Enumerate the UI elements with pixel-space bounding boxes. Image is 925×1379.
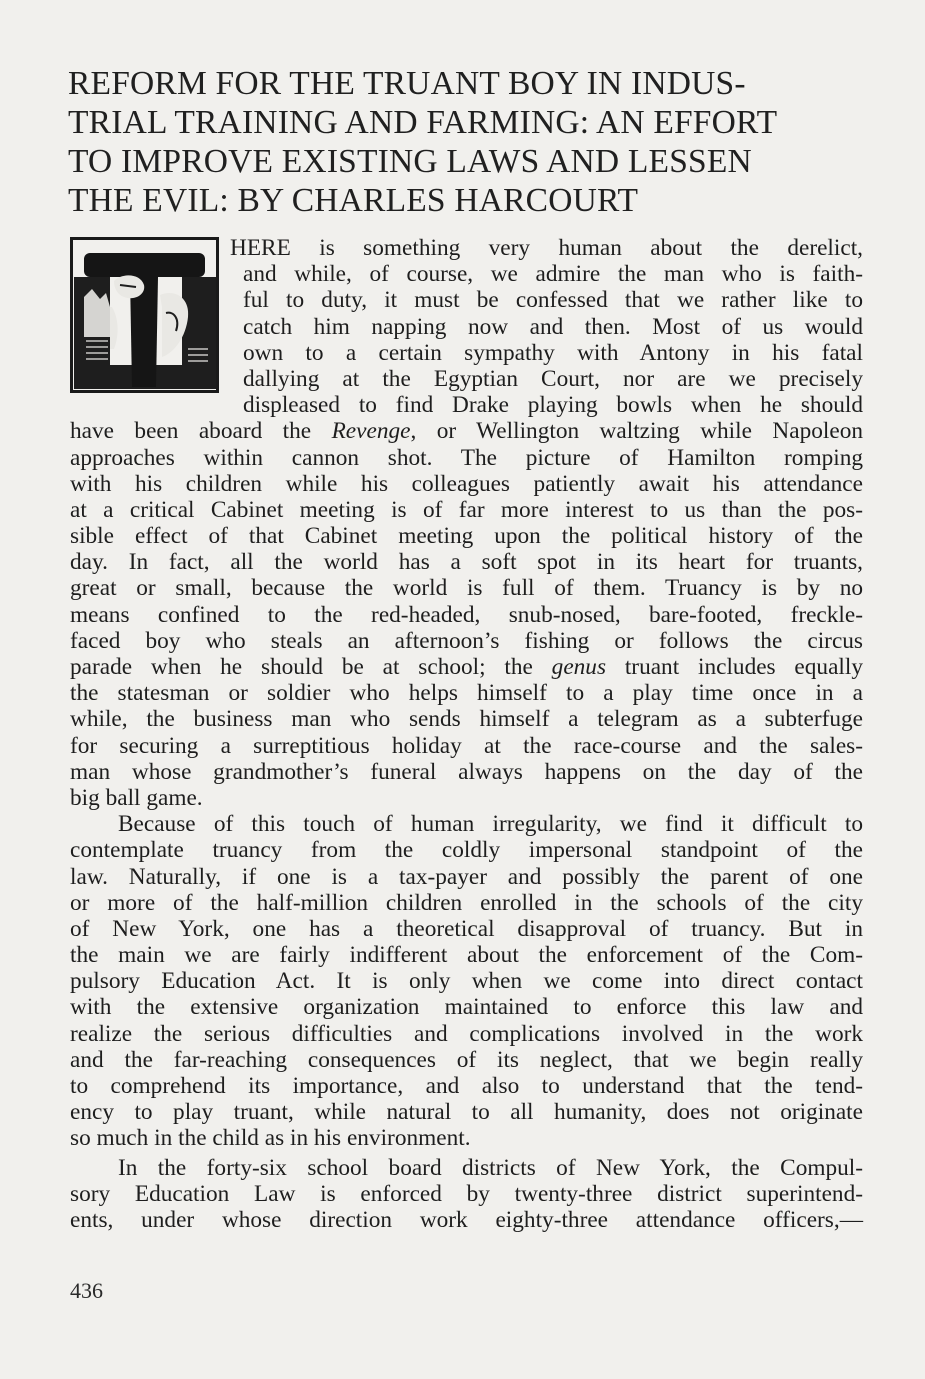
- ship-name-italic: Revenge: [331, 418, 411, 445]
- article-body: [70, 235, 863, 1233]
- title-line: TRIAL TRAINING AND FARMING: AN EFFORT: [68, 104, 778, 141]
- text-line: law. Naturally, if one is a tax-payer and possibly the parent of one: [70, 863, 863, 890]
- text-line: sible effect of that Cabinet meeting upon the political history of the: [70, 523, 863, 550]
- text-line: of New York, one has a theoretical disapproval of truancy. But in: [70, 915, 863, 942]
- text-line: sory Education Law is enforced by twenty-three district superintend-: [70, 1180, 863, 1207]
- text-line: realize the serious difficulties and complications involved in the work: [70, 1020, 863, 1047]
- title-line: REFORM FOR THE TRUANT BOY IN INDUS-: [68, 65, 746, 102]
- title-line: TO IMPROVE EXISTING LAWS AND LESSEN: [68, 143, 752, 180]
- text-line: [70, 654, 863, 680]
- text-line: so much in the child as in his environment.: [70, 1125, 471, 1152]
- text-run: , or Wellington waltzing while Napoleon: [410, 418, 863, 445]
- text-line: for securing a surreptitious holiday at the race-course and the sales-: [70, 732, 863, 759]
- text-line: displeased to find Drake playing bowls when he should: [243, 392, 863, 419]
- text-line: man whose grandmother’s funeral always happens on the day of the: [70, 758, 863, 785]
- text-line: own to a certain sympathy with Antony in his fatal: [243, 339, 863, 366]
- text-line: Because of this touch of human irregularity, we find it difficult to: [118, 811, 863, 838]
- text-line: ency to play truant, while natural to all humanity, does not originate: [70, 1099, 863, 1126]
- text-line: great or small, because the world is full of them. Truancy is by no: [70, 575, 863, 602]
- text-line: dallying at the Egyptian Court, nor are we precisely: [243, 365, 863, 392]
- text-line: with his children while his colleagues patiently await his attendance: [70, 470, 863, 497]
- text-line: or more of the half-million children enrolled in the schools of the city: [70, 889, 863, 916]
- page-number: 436: [70, 1278, 103, 1303]
- text-line: [70, 418, 863, 444]
- text-line: and while, of course, we admire the man who is faith-: [243, 261, 863, 288]
- text-line: approaches within cannon shot. The picture of Hamilton romping: [70, 444, 863, 471]
- text-line: contemplate truancy from the coldly impersonal standpoint of the: [70, 837, 863, 864]
- text-line: ful to duty, it must be confessed that we rather like to: [243, 287, 863, 314]
- text-run: parade when he should be at school; the: [70, 654, 552, 680]
- text-line: catch him napping now and then. Most of us would: [243, 313, 863, 340]
- text-run: truant includes equally: [606, 654, 863, 680]
- text-line: pulsory Education Act. It is only when we come into direct contact: [70, 968, 863, 995]
- text-line: the main we are fairly indifferent about the enforcement of the Com-: [70, 942, 863, 969]
- text-line: means confined to the red-headed, snub-nosed, bare-footed, freckle-: [70, 601, 863, 628]
- text-run: have been aboard the: [70, 418, 332, 445]
- text-line: with the extensive organization maintained to enforce this law and: [70, 994, 863, 1021]
- text-line: the statesman or soldier who helps himself to a play time once in a: [70, 680, 863, 707]
- text-line: to comprehend its importance, and also to understand that the tend-: [70, 1073, 863, 1099]
- title-line: THE EVIL: BY CHARLES HARCOURT: [68, 182, 639, 219]
- article-title: [68, 64, 868, 220]
- text-line: faced boy who steals an afternoon’s fishing or follows the circus: [70, 627, 863, 654]
- text-line: and the far-reaching consequences of its neglect, that we begin really: [70, 1046, 863, 1073]
- text-line: In the forty-six school board districts of New York, the Compul-: [118, 1154, 863, 1181]
- text-line: while, the business man who sends himself a telegram as a subterfuge: [70, 706, 863, 733]
- genus-italic: genus: [551, 654, 607, 680]
- text-line: at a critical Cabinet meeting is of far more interest to us than the pos-: [70, 496, 863, 523]
- text-line: day. In fact, all the world has a soft spot in its heart for truants,: [70, 549, 863, 576]
- text-line: HERE is something very human about the derelict,: [230, 235, 863, 261]
- text-line: big ball game.: [70, 784, 203, 811]
- text-line: ents, under whose direction work eighty-three attendance officers,—: [70, 1206, 863, 1233]
